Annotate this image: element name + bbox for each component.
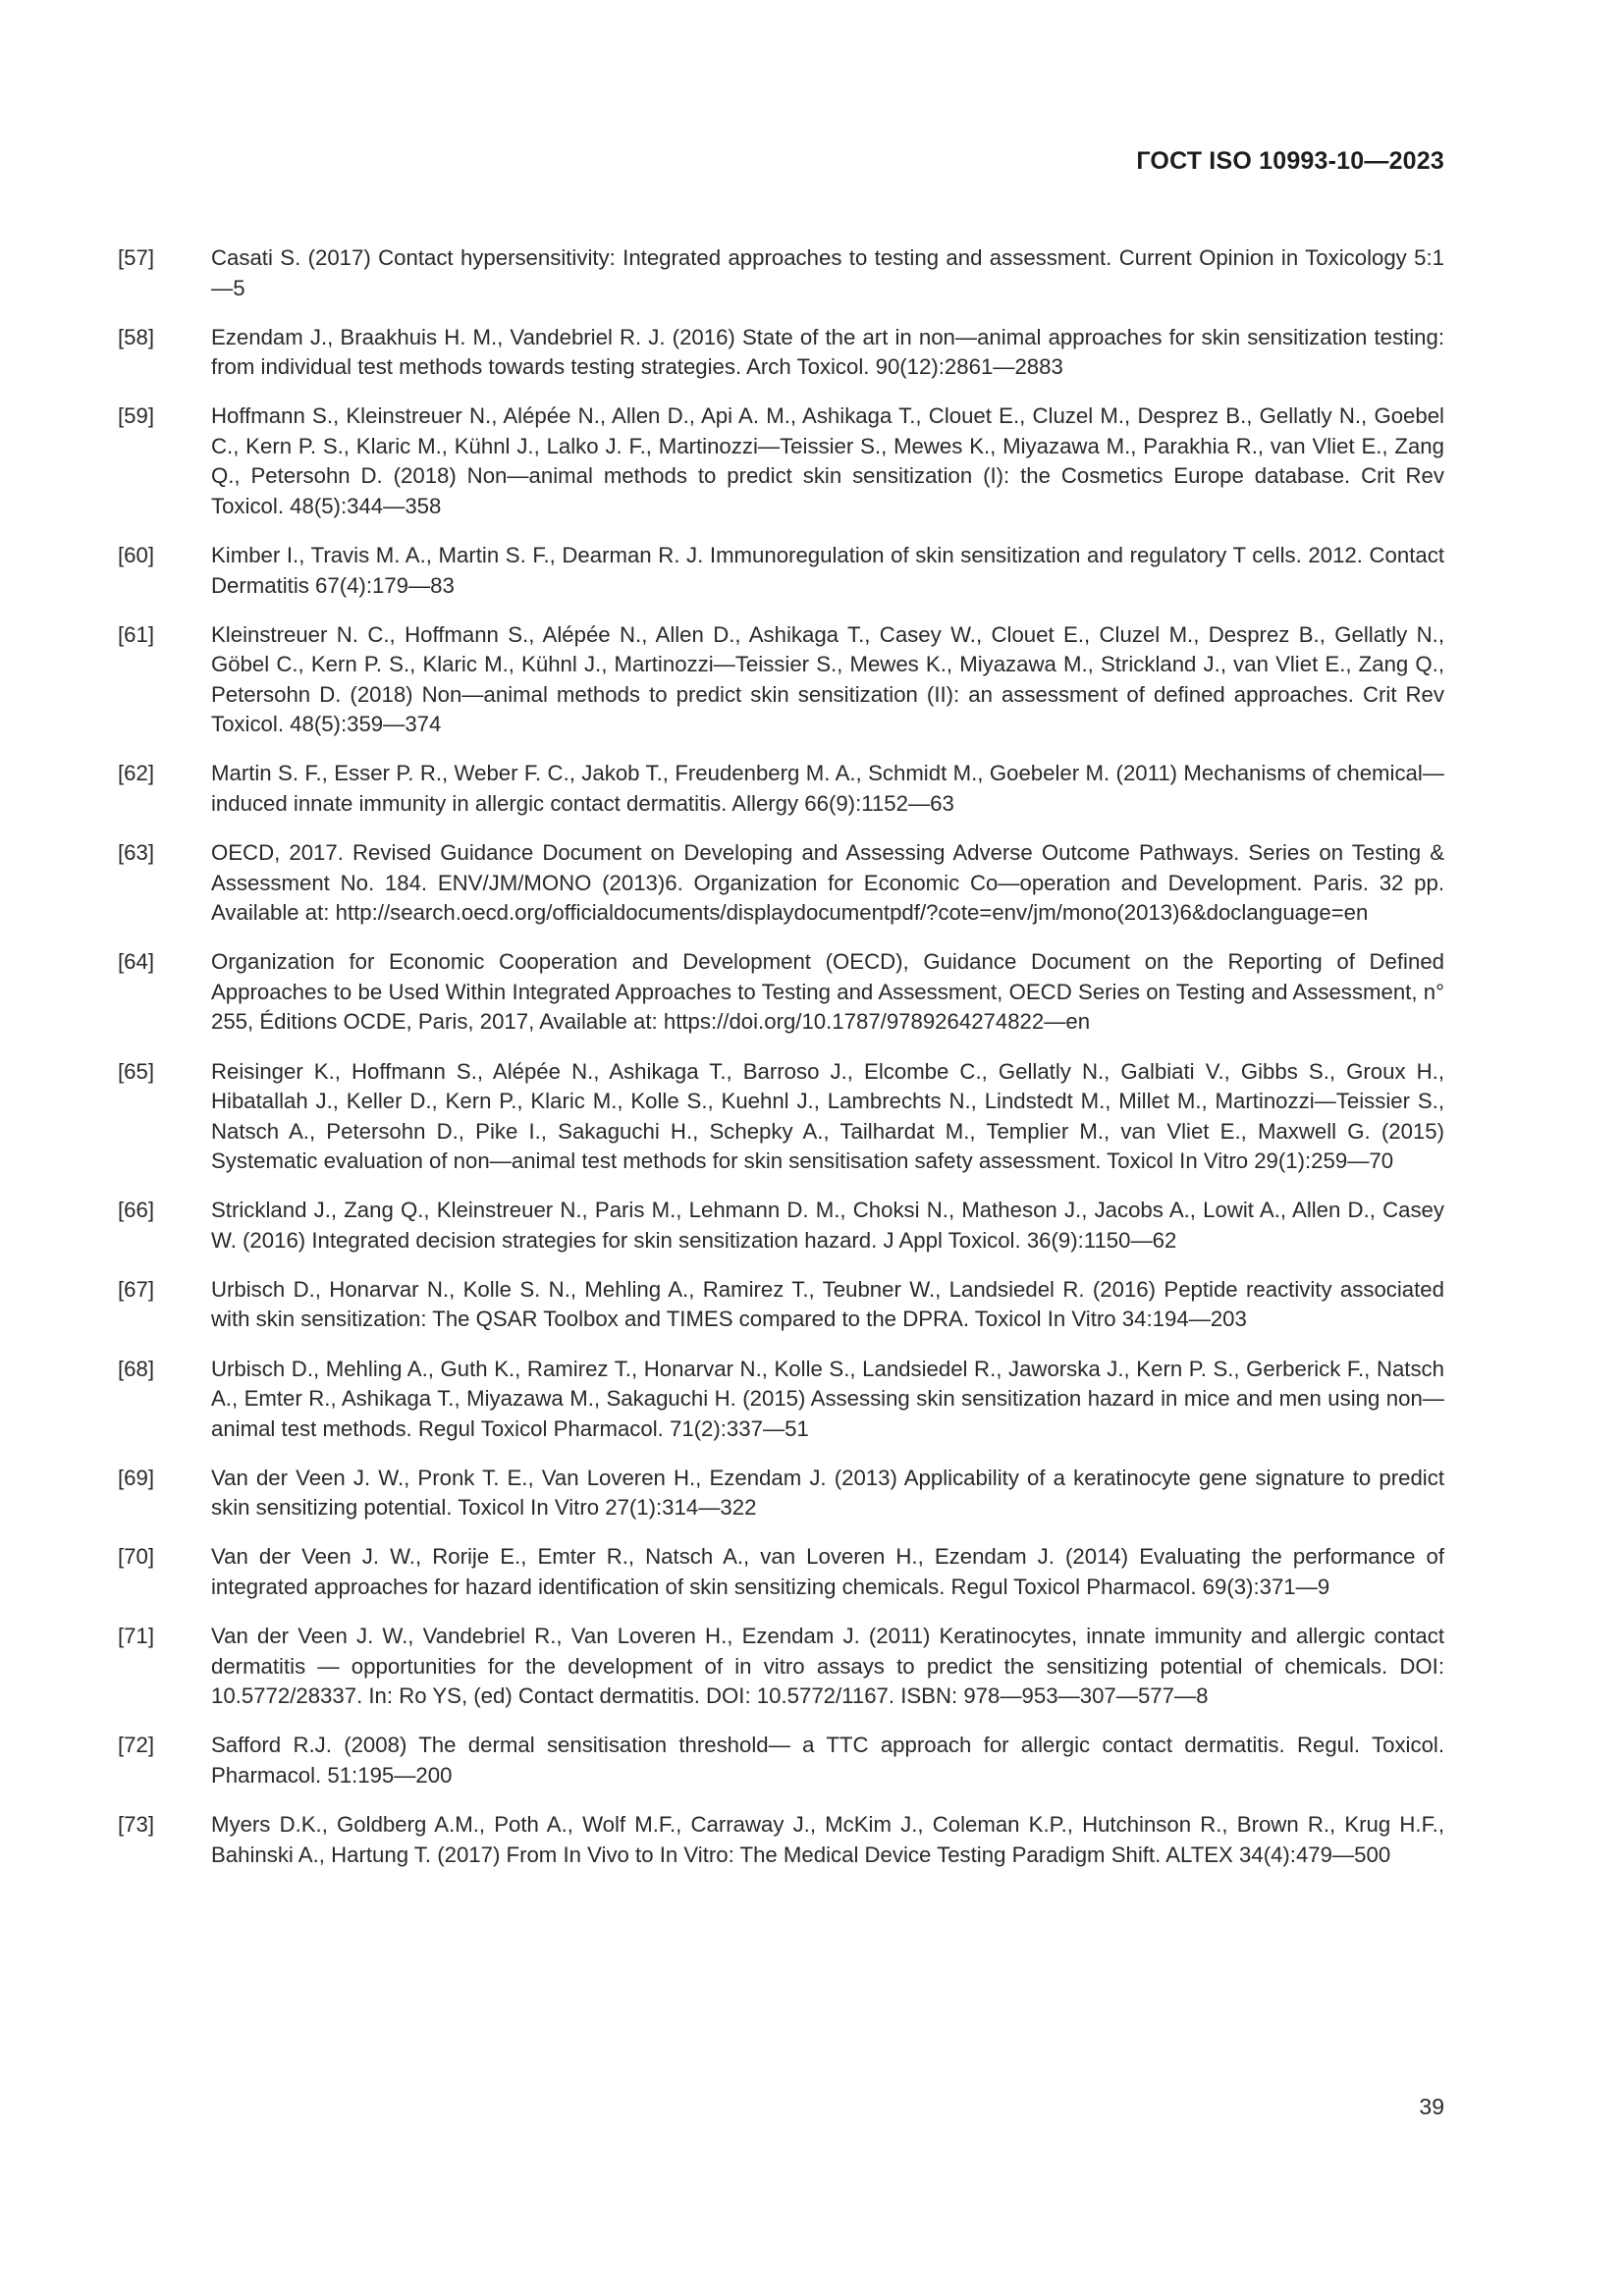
reference-item <box>118 323 1444 383</box>
reference-number: [67] <box>118 1276 155 1302</box>
reference-text: Kimber I., Travis M. A., Martin S. F., Dearman R. J. Immunoregulation of skin sensitization and regulatory T cells. 2012. Contact Dermatitis 67(4):179—83 <box>211 543 1444 598</box>
reference-item <box>118 243 1444 303</box>
reference-number: [69] <box>118 1465 155 1490</box>
reference-number: [60] <box>118 543 155 568</box>
reference-item <box>118 759 1444 819</box>
reference-number: [61] <box>118 621 155 647</box>
reference-text: Safford R.J. (2008) The dermal sensitisation threshold— a TTC approach for allergic contact dermatitis. Regul. Toxicol. Pharmacol. 51:195—200 <box>211 1733 1444 1788</box>
reference-item <box>118 1622 1444 1712</box>
reference-text: Urbisch D., Mehling A., Guth K., Ramirez T., Honarvar N., Kolle S., Landsiedel R., Jaworska J., Kern P. S., Gerberick F., Natsch A., Emter R., Ashikaga T., Miyazawa M., Sakaguchi H. (2015) Assessing skin sensitization hazard in mice and men using non—animal test methods. Regul Toxicol Pharmacol. 71(2):337—51 <box>211 1356 1444 1441</box>
reference-item <box>118 838 1444 929</box>
reference-number: [58] <box>118 324 155 349</box>
reference-item <box>118 1731 1444 1790</box>
reference-item <box>118 1810 1444 1870</box>
reference-list <box>118 243 1444 1890</box>
reference-item <box>118 1057 1444 1177</box>
reference-text: OECD, 2017. Revised Guidance Document on Developing and Assessing Adverse Outcome Pathways. Series on Testing & Assessment No. 184. ENV/JM/MONO (2013)6. Organization for Economic Co—operation and Development. Paris. 32 pp. Available at: http://search.oecd.org/officialdocuments/displaydocumentpdf/?cote=env/jm/mono(2013)6&doclanguage=en <box>211 840 1444 926</box>
reference-text: Ezendam J., Braakhuis H. M., Vandebriel R. J. (2016) State of the art in non—animal approaches for skin sensitization testing: from individual test methods towards testing strategies. Arch Toxicol. 90(12):2861—2883 <box>211 324 1444 380</box>
reference-text: Reisinger K., Hoffmann S., Alépée N., Ashikaga T., Barroso J., Elcombe C., Gellatly N., Galbiati V., Gibbs S., Groux H., Hibatallah J., Keller D., Kern P., Klaric M., Kolle S., Kuehnl J., Lambrechts N., Lindstedt M., Millet M., Martinozzi—Teissier S., Natsch A., Petersohn D., Pike I., Sakaguchi H., Schepky A., Tailhardat M., Templier M., van Vliet E., Maxwell G. (2015) Systematic evaluation of non—animal test methods for skin sensitisation safety assessment. Toxicol In Vitro 29(1):259—70 <box>211 1058 1444 1173</box>
reference-item <box>118 1464 1444 1523</box>
reference-number: [63] <box>118 840 155 866</box>
reference-number: [70] <box>118 1544 155 1570</box>
reference-text: Casati S. (2017) Contact hypersensitivity: Integrated approaches to testing and assessment. Current Opinion in Toxicology 5:1—5 <box>211 245 1444 300</box>
reference-item <box>118 1196 1444 1255</box>
reference-number: [66] <box>118 1198 155 1223</box>
reference-item <box>118 1355 1444 1445</box>
reference-number: [62] <box>118 761 155 786</box>
reference-text: Van der Veen J. W., Rorije E., Emter R., Natsch A., van Loveren H., Ezendam J. (2014) Evaluating the performance of integrated approaches for hazard identification of skin sensitizing chemicals. Regul Toxicol Pharmacol. 69(3):371—9 <box>211 1544 1444 1599</box>
reference-item <box>118 1275 1444 1335</box>
reference-number: [72] <box>118 1733 155 1758</box>
reference-item <box>118 1542 1444 1602</box>
reference-text: Van der Veen J. W., Vandebriel R., Van Loveren H., Ezendam J. (2011) Keratinocytes, innate immunity and allergic contact dermatitis — opportunities for the development of in vitro assays to predict the sensitizing potential of chemicals. DOI: 10.5772/28337. In: Ro YS, (ed) Contact dermatitis. DOI: 10.5772/1167. ISBN: 978—953—307—577—8 <box>211 1624 1444 1709</box>
reference-text: Myers D.K., Goldberg A.M., Poth A., Wolf M.F., Carraway J., McKim J., Coleman K.P., Hutchinson R., Brown R., Krug H.F., Bahinski A., Hartung T. (2017) From In Vivo to In Vitro: The Medical Device Testing Paradigm Shift. ALTEX 34(4):479—500 <box>211 1812 1444 1867</box>
reference-text: Strickland J., Zang Q., Kleinstreuer N., Paris M., Lehmann D. M., Choksi N., Matheson J., Jacobs A., Lowit A., Allen D., Casey W. (2016) Integrated decision strategies for skin sensitization hazard. J Appl Toxicol. 36(9):1150—62 <box>211 1198 1444 1253</box>
standard-code-header: ГОСТ ISO 10993-10—2023 <box>1136 147 1444 175</box>
reference-item <box>118 947 1444 1038</box>
reference-number: [57] <box>118 245 155 270</box>
reference-number: [64] <box>118 949 155 975</box>
page-number: 39 <box>1419 2094 1444 2119</box>
reference-item <box>118 541 1444 601</box>
reference-number: [73] <box>118 1812 155 1837</box>
reference-text: Van der Veen J. W., Pronk T. E., Van Loveren H., Ezendam J. (2013) Applicability of a keratinocyte gene signature to predict skin sensitizing potential. Toxicol In Vitro 27(1):314—322 <box>211 1465 1444 1521</box>
reference-text: Urbisch D., Honarvar N., Kolle S. N., Mehling A., Ramirez T., Teubner W., Landsiedel R. (2016) Peptide reactivity associated with skin sensitization: The QSAR Toolbox and TIMES compared to the DPRA. Toxicol In Vitro 34:194—203 <box>211 1276 1444 1332</box>
reference-number: [65] <box>118 1058 155 1084</box>
reference-text: Kleinstreuer N. C., Hoffmann S., Alépée N., Allen D., Ashikaga T., Casey W., Clouet E., Cluzel M., Desprez B., Gellatly N., Göbel C., Kern P. S., Klaric M., Kühnl J., Martinozzi—Teissier S., Mewes K., Miyazawa M., Strickland J., van Vliet E., Zang Q., Petersohn D. (2018) Non—animal methods to predict skin sensitization (II): an assessment of defined approaches. Crit Rev Toxicol. 48(5):359—374 <box>211 621 1444 737</box>
reference-number: [71] <box>118 1624 155 1649</box>
reference-item <box>118 620 1444 740</box>
reference-number: [68] <box>118 1356 155 1381</box>
reference-text: Organization for Economic Cooperation and Development (OECD), Guidance Document on the Reporting of Defined Approaches to be Used Within Integrated Approaches to Testing and Assessment, OECD Series on Testing and Assessment, n° 255, Éditions OCDE, Paris, 2017, Available at: https://doi.org/10.1787/9789264274822—en <box>211 949 1444 1035</box>
reference-item <box>118 401 1444 521</box>
reference-number: [59] <box>118 403 155 429</box>
reference-text: Hoffmann S., Kleinstreuer N., Alépée N., Allen D., Api A. M., Ashikaga T., Clouet E., Cluzel M., Desprez B., Gellatly N., Goebel C., Kern P. S., Klaric M., Kühnl J., Lalko J. F., Martinozzi—Teissier S., Mewes K., Miyazawa M., Parakhia R., van Vliet E., Zang Q., Petersohn D. (2018) Non—animal methods to predict skin sensitization (I): the Cosmetics Europe database. Crit Rev Toxicol. 48(5):344—358 <box>211 403 1444 518</box>
reference-text: Martin S. F., Esser P. R., Weber F. C., Jakob T., Freudenberg M. A., Schmidt M., Goebeler M. (2011) Mechanisms of chemical—induced innate immunity in allergic contact dermatitis. Allergy 66(9):1152—63 <box>211 761 1444 816</box>
